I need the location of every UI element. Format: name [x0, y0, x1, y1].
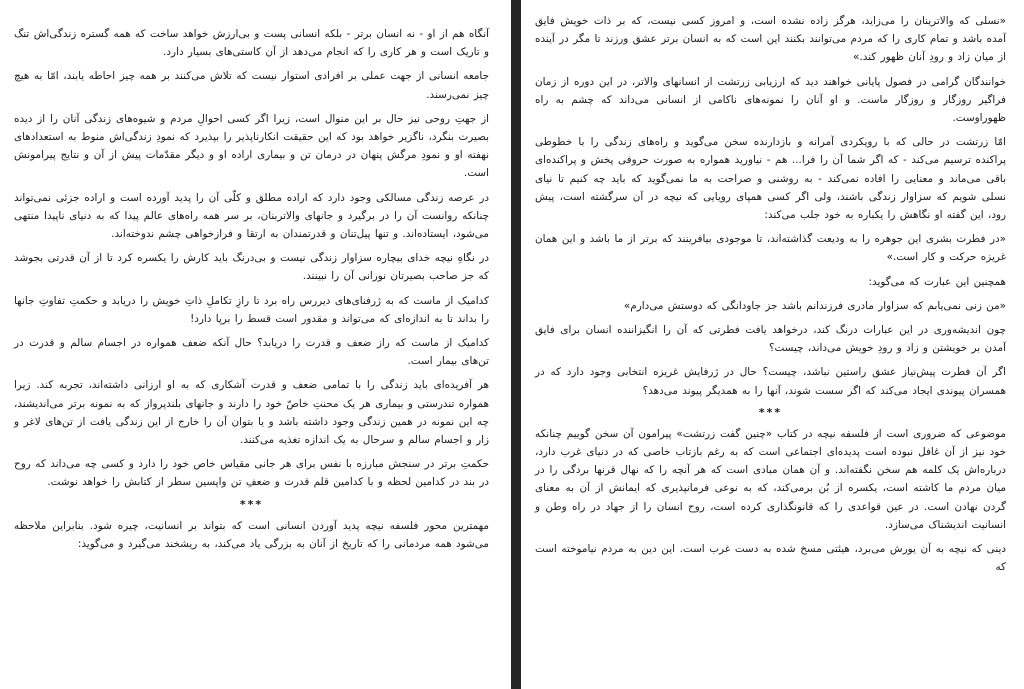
right-paragraph-8: اگر آن فطرت پیش‌نیاز عشق راستین نباشد، چیست؟ حال در ژرفایش غریزه انتخابی وجود دارد که در همسران پیوندی ایجاد می‌کند که اگر سست شوند، آنها را به همدیگر پیوند می‌دهد؟ [535, 366, 1006, 397]
left-paragraph-3: از جهتِ روحی نیز حال بر این منوال است، زیرا اگر کسی احوالِ مردم و شیوه‌های زندگی آنان را از دیده بصیرت بنگرد، ناگزیر خواهد بود که این حقیقت انکارناپذیر را بپذیرد که نمودِ زندگی‌اش منوط به استعدادهای نهفته او و نمودِ مرگش پنهان در درمان تن و بیماری اراده او و دیگر مقدّمات پیش از آن و نتایج پیرامونش است. [14, 112, 489, 180]
left-paragraph-10: مهمترین محور فلسفه نیچه پدید آوردن انسانی است که بتواند بر انسانیت، چیره شود. بنابراین ملاحظه می‌شود همه مردمانی را که تاریخ از آنان به بزرگی یاد می‌کند، به ریشخند می‌گیرد و می‌گوید: [14, 519, 489, 550]
left-paragraph-2: جامعه انسانی از جهت عملی بر افرادی استوار نیست که تلاش می‌کنند بر همه چیز احاطه یابند، امّا به هیچ چیز نمی‌رسند. [14, 70, 489, 101]
right-paragraph-4: «در فطرت بشری این جوهره را به ودیعت گذاشته‌اند، تا موجودی بیافرینند که برتر از ما باشد و این همان غریزه حرکت و کار است.» [535, 233, 1006, 264]
left-paragraph-6: کدامیک از ماست که به ژرفنای‌های دیررس راه برد تا رازِ تکاملِ ذاتِ خویش را دریابد و حکمتِ تفاوتِ جانها را بداند تا به اندازه‌ای که می‌تواند و مقدور است قسط را برپا دارد! [14, 294, 489, 325]
right-paragraph-5: همچنین این عبارت که می‌گوید: [868, 275, 1006, 288]
right-paragraph-7: چون اندیشه‌وری در این عبارات درنگ کند، درخواهد یافت فطرتی که آن را انگیزاننده انسان برای فایق آمدن بر خویشتن و زاد و رودِ خویش می‌داند، چیست؟ [535, 324, 1006, 355]
left-page [0, 0, 511, 689]
section-separator: *** [758, 405, 783, 419]
section-separator: *** [239, 497, 264, 511]
left-paragraph-8: هر آفریده‌ای باید زندگی را با تمامی ضعف و قدرت آشکاری که به او ارزانی داشته‌اند، تجربه کند. زیرا همواره تندرستی و بیماری هر یک محنتِ خاصّ خود را دارند و جانهای بلندپرواز که به نمونه برتر می‌اندیشند، چه این نمونه در همین زندگی وجود داشته باشد و یا بتوان آن را خارج از این زندگی یافت از تن‌های لاغر و زار و اجسام سالم و سرحال به یک اندازه تغذیه می‌کنند. [14, 379, 489, 447]
right-paragraph-3: امّا زرتشت در حالی که با رویکردی آمرانه و بازدارنده سخن می‌گوید و راه‌های زندگی را با خطوطی پراکنده ترسیم می‌کند - که اگر شما آن را فرا... هم - نیاورید همواره به صورت حروفی پخش و پراکنده‌ای باقی می‌ماند و معنایی را افاده نمی‌کند - به روشنی و صراحت به ما نمی‌گوید که باید چه کنیم تا نیای نسلی شویم که سزاوار زندگی باشند، ولی اگر کسی همپای رویایی که نیچه در آن سرگشته است، پیش رود، این گفته او نگاهش را یکباره به خود جلب می‌کند: [535, 136, 1006, 222]
left-paragraph-9: حکمتِ برتر در سنجش مبارزه با نفس برای هر جانی مقیاس خاص خود را دارد و کسی چه می‌داند که روح در بند در کدامین لحظه و با کدامین قلم قدرت و ضعفِ تن واپسین سطر از کتابش را خواهد نوشت. [14, 458, 489, 489]
right-paragraph-9: موضوعی که ضروری است از فلسفه نیچه در کتاب «چنین گفت زرتشت» پیرامون آن سخن گوییم چنانکه خود نیز از آن غافل نبوده است پدیده‌ای اجتماعی است که به رغم بازتاب خاصی که در دنیای غرب دارد، درباره‌اش یک کلمه هم سخن نگفته‌اند. و آن همان مبادی است که هر آنچه را که نهال قرنها بردگی را در میان مردم ما کاشته است، یکسره از بُن برمی‌کند، که به نوعی فرمانپذیری که ایمانش از آن به معنای گردن نهادن است. در عین قواعدی را که قانونگذاری کرده است، روح انسان را از جهاد در راه وطن و انسانیت اندیشناک می‌سازد. [535, 427, 1006, 531]
right-paragraph-1: «نسلی که والاترینان را می‌زاید، هرگز زاده نشده است، و امروز کسی نیست، که بر ذات خویش فایق آمده باشد و تمام کاری را که مردم می‌توانند بکنند این است که به انسان برتر عشق ورزند تا مگر در آینده از میان زاد و رودِ آنان ظهور کند.» [535, 15, 1006, 64]
right-page [521, 0, 1024, 689]
left-paragraph-7: کدامیک از ماست که راز ضعف و قدرت را دریابد؟ حال آنکه ضعف همواره در اجسام سالم و قدرت در تن‌های بیمار است. [14, 337, 489, 368]
left-paragraph-5: در نگاهِ نیچه خدای بیچاره سزاوار زندگی نیست و بی‌درنگ باید کارش را یکسره کرد تا از آن قدرتی بجوشد که جز صاحب بصیرتان نورانی آن را نبینند. [14, 252, 489, 283]
page-gutter [511, 0, 521, 689]
right-paragraph-6: «من زنی نمی‌یابم که سزاوار مادری فرزندانم باشد جز جاودانگی که دوستش می‌دارم» [623, 299, 1006, 312]
right-paragraph-2: خوانندگان گرامی در فصول پایانی خواهند دید که ارزیابی زرتشت از انسانهای والاتر، در این دوره از زمان فراگیر روزگار و روزگار ماست. و او آنان را نمونه‌های ناکامی از انسانی می‌داند که چشم به راه ظهوراوست. [535, 75, 1006, 125]
left-paragraph-1: آنگاه هم از او - نه انسان برتر - بلکه انسانی پست و بی‌ارزش خواهد ساخت که همه گستره زندگی‌اش تنگ و تاریک است و هر کاری را که انجام می‌دهد از آن کاستی‌های بسیار دارد. [14, 28, 489, 59]
left-paragraph-4: در عرصه زندگی مسالکی وجود دارد که اراده مطلق و کلّی آن را پدید آورده است و اراده جزئی نمی‌تواند چنانکه روانست آن را در برگیرد و جانهای والاتربنان، بر سر همه راه‌های عالم پیدا که به دنیای ناپیدا منتهی می‌شود، ایستاده‌اند. و تنها پیل‌تنان و قدرتمندان به ارتقا و فرازخواهی چشم ندوخته‌اند. [14, 191, 489, 241]
right-paragraph-10: دینی که نیچه به آن یورش می‌برد، هیئتی مسخ شده به دست غرب است. این دین به مردم نیاموخته است که [535, 543, 1006, 574]
